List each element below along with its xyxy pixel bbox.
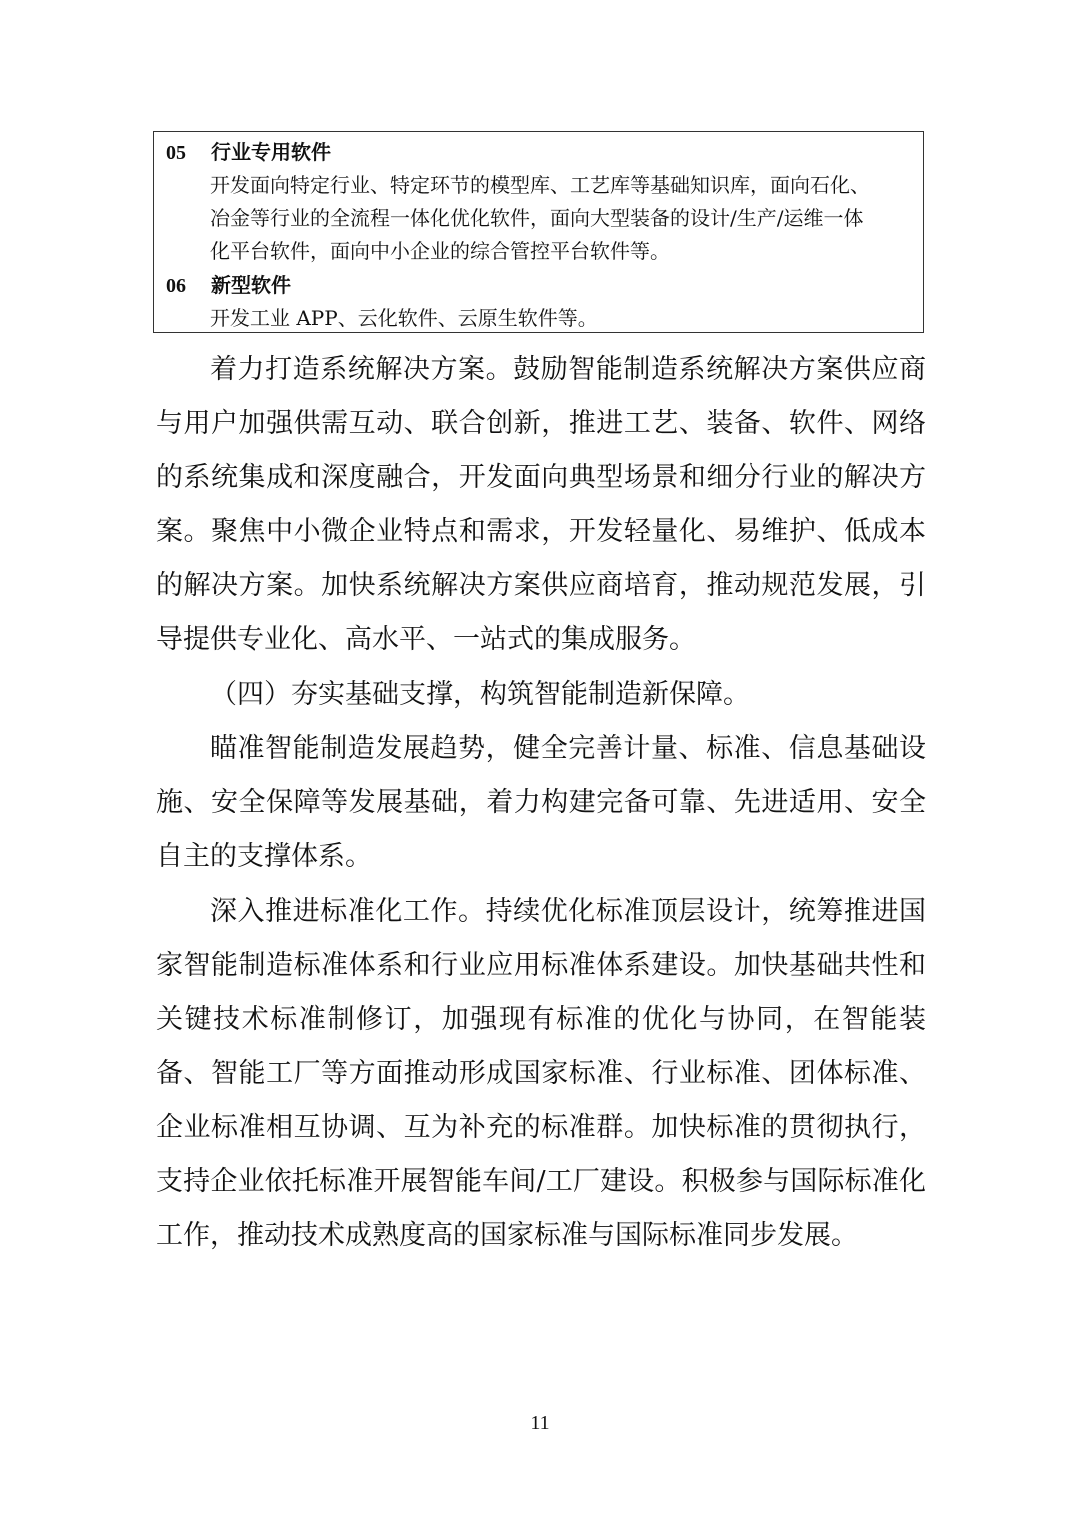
item-05-line-2: 冶金等行业的全流程一体化优化软件，面向大型装备的设计/生产/运维一体 bbox=[210, 206, 864, 230]
item-title: 新型软件 bbox=[211, 273, 291, 297]
section-heading: （四）夯实基础支撑，构筑智能制造新保障。 bbox=[210, 679, 750, 710]
software-list-box bbox=[153, 131, 924, 333]
item-06-line-1: 开发工业 APP、云化软件、云原生软件等。 bbox=[210, 306, 598, 330]
paragraph-solutions: 着力打造系统解决方案。鼓励智能制造系统解决方案供应商与用户加强供需互动、联合创新，推进工艺、装备、软件、网络的系统集成和深度融合，开发面向典型场景和细分行业的解决方案。聚焦中小微企业特点和需求，开发轻量化、易维护、低成本的解决方案。加快系统解决方案供应商培育，推动规范发展，引导提供专业化、高水平、一站式的集成服务。 bbox=[156, 354, 926, 655]
item-number: 05 bbox=[166, 142, 186, 164]
item-05-heading bbox=[166, 137, 331, 168]
paragraph-standardization: 深入推进标准化工作。持续优化标准顶层设计，统筹推进国家智能制造标准体系和行业应用标准体系建设。加快基础共性和关键技术标准制修订，加强现有标准的优化与协同，在智能装备、智能工厂等方面推动形成国家标准、行业标准、团体标准、企业标准相互协调、互为补充的标准群。加快标准的贯彻执行，支持企业依托标准开展智能车间/工厂建设。积极参与国际标准化工作，推动技术成熟度高的国家标准与国际标准同步发展。 bbox=[156, 896, 926, 1251]
item-number: 06 bbox=[166, 275, 186, 297]
item-06-heading bbox=[166, 270, 291, 301]
item-05-line-1: 开发面向特定行业、特定环节的模型库、工艺库等基础知识库，面向石化、 bbox=[210, 173, 870, 197]
item-title: 行业专用软件 bbox=[211, 140, 331, 164]
item-05-line-3: 化平台软件，面向中小企业的综合管控平台软件等。 bbox=[210, 239, 670, 263]
paragraph-foundation: 瞄准智能制造发展趋势，健全完善计量、标准、信息基础设施、安全保障等发展基础，着力构建完备可靠、先进适用、安全自主的支撑体系。 bbox=[156, 733, 926, 872]
page-number: 11 bbox=[530, 1412, 550, 1434]
